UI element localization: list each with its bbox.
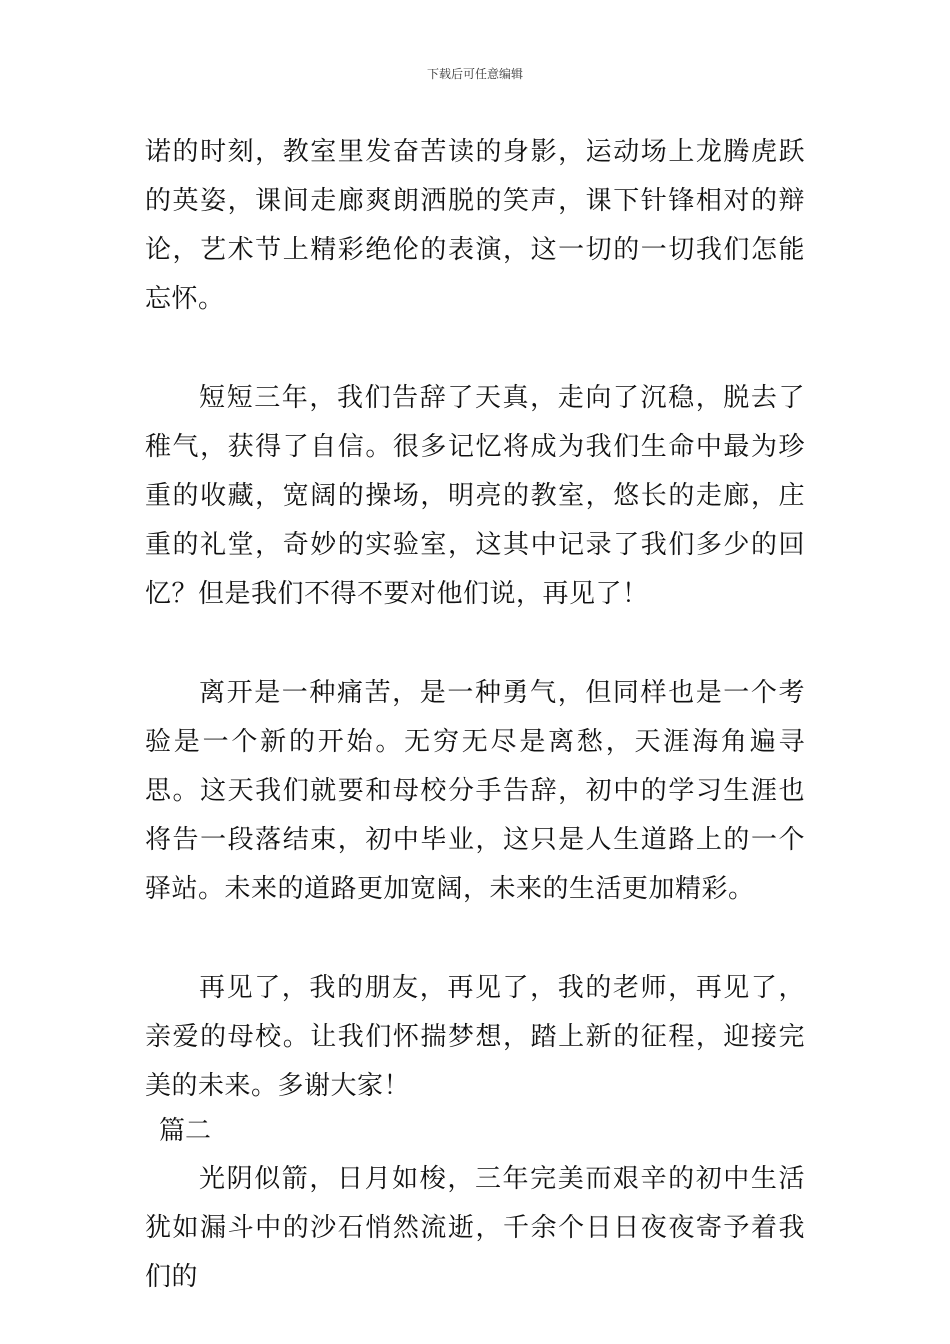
document-body	[145, 128, 805, 1302]
section-paragraph: 光阴似箭，日月如梭，三年完美而艰辛的初中生活犹如漏斗中的沙石悄然流逝，千余个日日夜夜寄予着我们的	[145, 1164, 805, 1292]
paragraph-1: 诺的时刻，教室里发奋苦读的身影，运动场上龙腾虎跃的英姿，课间走廊爽朗洒脱的笑声，课下针锋相对的辩论，艺术节上精彩绝伦的表演，这一切的一切我们怎能忘怀。	[145, 137, 805, 314]
paragraph-4: 再见了，我的朋友，再见了，我的老师，再见了，亲爱的母校。让我们怀揣梦想，踏上新的征程，迎接完美的未来。多谢大家！	[145, 973, 805, 1101]
section-title: 篇二	[159, 1116, 212, 1146]
paragraph-2: 短短三年，我们告辞了天真，走向了沉稳，脱去了稚气，获得了自信。很多记忆将成为我们生命中最为珍重的收藏，宽阔的操场，明亮的教室，悠长的走廊，庄重的礼堂，奇妙的实验室，这其中记录了我们多少的回忆？但是我们不得不要对他们说，再见了！	[145, 383, 805, 609]
paragraph-3: 离开是一种痛苦，是一种勇气，但同样也是一个考验是一个新的开始。无穷无尽是离愁，天涯海角遍寻思。这天我们就要和母校分手告辞，初中的学习生涯也将告一段落结束，初中毕业，这只是人生道路上的一个驿站。未来的道路更加宽阔，未来的生活更加精彩。	[145, 678, 805, 904]
page-header: 下载后可任意编辑	[426, 67, 523, 81]
